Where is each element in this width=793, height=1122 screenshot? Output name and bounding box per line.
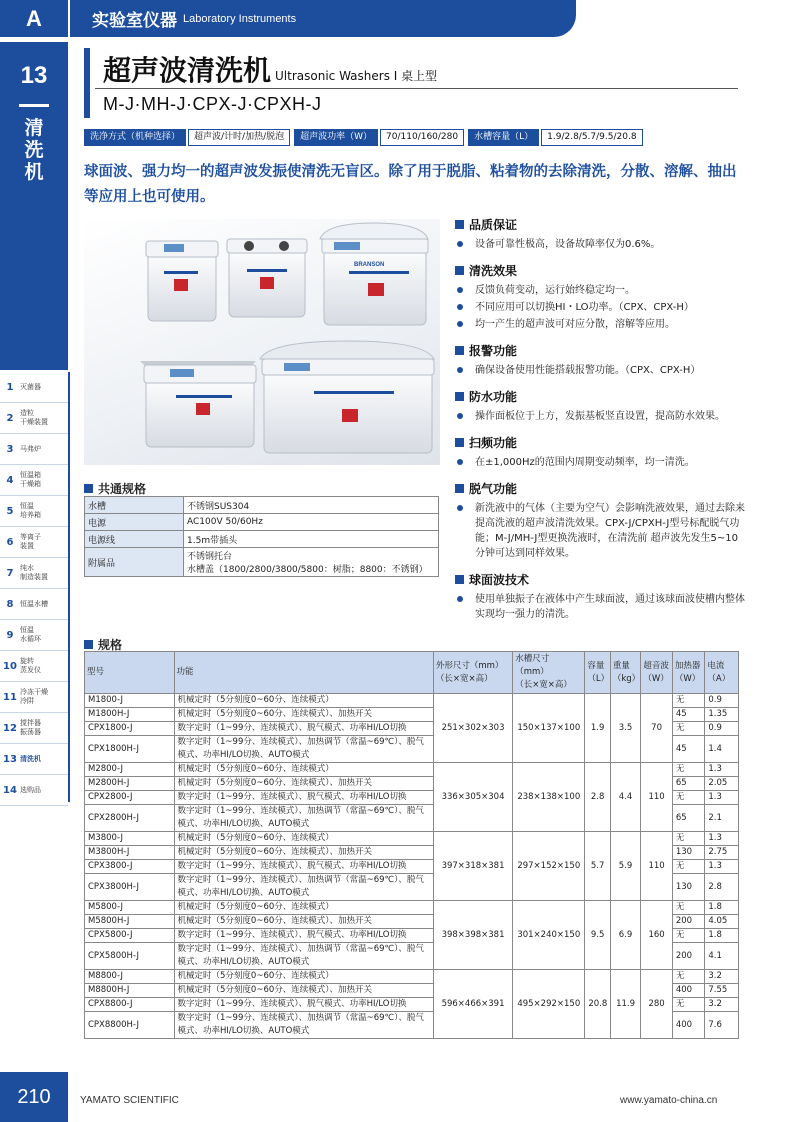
heater-cell: 200 <box>672 915 705 929</box>
heater-cell: 无 <box>672 970 705 984</box>
page-title <box>103 49 437 89</box>
brand-label: BRANSON <box>354 262 385 268</box>
feature-list <box>455 216 745 624</box>
spec-header-cell: 型号 <box>85 652 175 694</box>
sidebar-item-label: 旋转 蒸发仪 <box>20 657 41 674</box>
sidebar-item-label: 恒温箱 干燥箱 <box>20 471 41 488</box>
header-title-en: Laboratory Instruments <box>183 12 297 25</box>
current-cell: 1.3 <box>705 791 739 805</box>
function-cell: 数字定时（1~99分、连续模式）、加热调节（常温~69℃）、脱气模式、功率HI/LO切换、AUTO模式 <box>174 943 433 970</box>
heater-cell: 65 <box>672 805 705 832</box>
product-photo <box>84 219 440 465</box>
heading-square <box>455 346 464 355</box>
sidebar-rule <box>68 372 70 802</box>
feature-text: 均一产生的超声波可对应分散，溶解等应用。 <box>475 319 675 330</box>
weight-cell: 3.5 <box>610 694 641 763</box>
sidebar-item-number: 5 <box>6 505 14 517</box>
ultrasonic-cell: 280 <box>641 970 673 1039</box>
feature-text: 设备可靠性极高，设备故障率仅为0.6%。 <box>475 239 661 250</box>
sidebar-item-11[interactable] <box>0 682 68 713</box>
spec-table <box>84 651 739 1039</box>
feature-title: 报警功能 <box>469 344 518 358</box>
feature-text: 新洗液中的气体（主要为空气）会影响洗液效果，通过去除来提高洗液的超声波清洗效果。CPX-J/CPXH-J型号标配脱气功能；M-J/MH-J型更换洗液时，在清洗前 超声波先发生5~10分钟可达到同样效果。 <box>475 503 745 559</box>
sidebar-item-7[interactable] <box>0 558 68 589</box>
table-row <box>85 970 739 984</box>
current-cell: 1.8 <box>705 901 739 915</box>
ultrasonic-cell: 110 <box>641 832 673 901</box>
function-cell: 数字定时（1~99分、连续模式）、脱气模式、功率HI/LO切换 <box>174 929 433 943</box>
table-row <box>85 763 739 777</box>
heater-cell: 400 <box>672 1012 705 1039</box>
feature-heading <box>455 388 745 405</box>
sidebar-item-label: 选购品 <box>20 785 41 794</box>
tank-size-cell: 495×292×150 <box>513 970 585 1039</box>
chapter-nav <box>0 372 68 806</box>
spec-header-cell: 加热器 （W） <box>672 652 705 694</box>
sidebar-item-5[interactable] <box>0 496 68 527</box>
washer-unit-8800 <box>260 341 434 453</box>
washers-illustration <box>84 219 440 465</box>
sidebar-item-number: 8 <box>6 598 14 610</box>
title-accent <box>84 48 90 118</box>
sidebar-item-number: 10 <box>3 660 17 672</box>
function-cell: 数字定时（1~99分、连续模式）、脱气模式、功率HI/LO切换 <box>174 860 433 874</box>
function-cell: 机械定时（5分刻度0~60分、连续模式）、加热开关 <box>174 846 433 860</box>
sidebar-item-label: 马弗炉 <box>20 444 41 453</box>
current-cell: 1.3 <box>705 763 739 777</box>
model-cell: CPX3800-J <box>85 860 175 874</box>
heater-cell: 无 <box>672 929 705 943</box>
feature-item <box>455 363 745 378</box>
capacity-cell: 20.8 <box>585 970 610 1039</box>
feature-item <box>455 592 745 622</box>
feature-title: 品质保证 <box>469 218 518 232</box>
chapter-number: 13 <box>20 62 48 89</box>
current-cell: 1.35 <box>705 708 739 722</box>
capacity-cell: 1.9 <box>585 694 610 763</box>
sidebar-item-label: 等离子 装置 <box>20 533 41 550</box>
page-number: 210 <box>0 1072 68 1122</box>
feature-item <box>455 300 745 315</box>
heading-square <box>455 575 464 584</box>
current-cell: 4.1 <box>705 943 739 970</box>
bullet-icon <box>457 367 463 373</box>
common-spec-key: 电源 <box>85 514 184 531</box>
model-cell: M8800H-J <box>85 984 175 998</box>
capacity-cell: 2.8 <box>585 763 610 832</box>
spec-header-cell: 外形尺寸（mm） （长×宽×高） <box>433 652 512 694</box>
common-specs-table <box>84 496 439 577</box>
current-cell: 2.75 <box>705 846 739 860</box>
feature-heading <box>455 434 745 451</box>
tank-size-cell: 297×152×150 <box>513 832 585 901</box>
function-cell: 数字定时（1~99分、连续模式）、加热调节（常温~69℃）、脱气模式、功率HI/LO切换、AUTO模式 <box>174 736 433 763</box>
feature-title: 脱气功能 <box>469 482 518 496</box>
heading-square <box>455 484 464 493</box>
sidebar-item-3[interactable] <box>0 434 68 465</box>
washer-unit-5800 <box>140 361 256 447</box>
heading-square <box>84 640 93 649</box>
heater-cell: 无 <box>672 763 705 777</box>
model-cell: M1800-J <box>85 694 175 708</box>
feature-text: 使用单独振子在液体中产生球面波，通过该球面波使槽内整体实现均一强力的清洗。 <box>475 594 745 620</box>
heading-square <box>455 438 464 447</box>
sidebar-item-number: 14 <box>3 784 17 796</box>
common-spec-row <box>85 514 439 531</box>
function-cell: 数字定时（1~99分、连续模式）、加热调节（常温~69℃）、脱气模式、功率HI/LO切换、AUTO模式 <box>174 874 433 901</box>
model-cell: CPX8800-J <box>85 998 175 1012</box>
footer-url[interactable]: www.yamato-china.cn <box>620 1095 718 1106</box>
model-cell: M2800H-J <box>85 777 175 791</box>
heater-cell: 无 <box>672 791 705 805</box>
model-cell: M3800H-J <box>85 846 175 860</box>
model-cell: M5800H-J <box>85 915 175 929</box>
sidebar-item-4[interactable] <box>0 465 68 496</box>
sidebar-item-2[interactable] <box>0 403 68 434</box>
heater-cell: 无 <box>672 901 705 915</box>
function-cell: 机械定时（5分刻度0~60分、连续模式） <box>174 763 433 777</box>
sidebar-item-number: 7 <box>6 567 14 579</box>
current-cell: 3.2 <box>705 970 739 984</box>
bullet-icon <box>457 459 463 465</box>
feature-item <box>455 317 745 332</box>
title-main: 超声波清洗机 <box>103 54 272 87</box>
common-spec-value: 不锈钢SUS304 <box>184 497 439 514</box>
model-cell: CPX2800H-J <box>85 805 175 832</box>
common-specs-heading <box>84 480 146 497</box>
feature-title: 清洗效果 <box>469 264 518 278</box>
function-cell: 机械定时（5分刻度0~60分、连续模式） <box>174 970 433 984</box>
function-cell: 机械定时（5分刻度0~60分、连续模式） <box>174 901 433 915</box>
sidebar-item-6[interactable] <box>0 527 68 558</box>
sidebar-item-label: 恒温水槽 <box>20 599 48 608</box>
feature-item <box>455 455 745 470</box>
section-letter: A <box>0 0 68 37</box>
sidebar-item-number: 2 <box>6 412 14 424</box>
feature-item <box>455 237 745 252</box>
current-cell: 2.05 <box>705 777 739 791</box>
model-list: M-J·MH-J·CPX-J·CPXH-J <box>103 94 322 114</box>
feature-text: 反馈负荷变动，运行始终稳定均一。 <box>475 285 635 296</box>
function-cell: 数字定时（1~99分、连续模式）、加热调节（常温~69℃）、脱气模式、功率HI/LO切换、AUTO模式 <box>174 1012 433 1039</box>
sidebar-item-number: 6 <box>6 536 14 548</box>
tank-size-cell: 150×137×100 <box>513 694 585 763</box>
dimensions-cell: 336×305×304 <box>433 763 512 832</box>
sidebar-item-number: 1 <box>6 381 14 393</box>
sidebar-item-1[interactable] <box>0 372 68 403</box>
heading-square <box>84 484 93 493</box>
model-cell: M1800H-J <box>85 708 175 722</box>
current-cell: 1.3 <box>705 832 739 846</box>
feature-item <box>455 283 745 298</box>
sidebar-item-number: 12 <box>3 722 17 734</box>
function-cell: 机械定时（5分刻度0~60分、连续模式） <box>174 694 433 708</box>
feature-item <box>455 501 745 561</box>
weight-cell: 5.9 <box>610 832 641 901</box>
model-cell: M5800-J <box>85 901 175 915</box>
feature-text: 不同应用可以切换HI・LO功率。（CPX、CPX-H） <box>475 302 694 313</box>
current-cell: 1.3 <box>705 860 739 874</box>
current-cell: 4.05 <box>705 915 739 929</box>
model-cell: M8800-J <box>85 970 175 984</box>
heater-cell: 45 <box>672 708 705 722</box>
feature-heading <box>455 216 745 233</box>
heater-cell: 无 <box>672 998 705 1012</box>
spec-chip-value: 1.9/2.8/5.7/9.5/20.8 <box>541 129 642 146</box>
common-spec-key: 水槽 <box>85 497 184 514</box>
dimensions-cell: 397×318×381 <box>433 832 512 901</box>
bullet-icon <box>457 321 463 327</box>
feature-title: 扫频功能 <box>469 436 518 450</box>
current-cell: 2.1 <box>705 805 739 832</box>
current-cell: 0.9 <box>705 694 739 708</box>
bullet-icon <box>457 413 463 419</box>
title-sub: Ultrasonic Washers Ⅰ 桌上型 <box>275 69 438 83</box>
ultrasonic-cell: 160 <box>641 901 673 970</box>
function-cell: 机械定时（5分刻度0~60分、连续模式）、加热开关 <box>174 915 433 929</box>
chapter-divider <box>19 104 49 107</box>
model-cell: CPX8800H-J <box>85 1012 175 1039</box>
common-specs-title: 共通规格 <box>98 482 147 496</box>
ultrasonic-cell: 70 <box>641 694 673 763</box>
sidebar-item-8[interactable] <box>0 589 68 620</box>
function-cell: 数字定时（1~99分、连续模式）、脱气模式、功率HI/LO切换 <box>174 791 433 805</box>
bullet-icon <box>457 505 463 511</box>
sidebar-item-14[interactable] <box>0 775 68 806</box>
feature-text: 确保设备使用性能搭载报警功能。（CPX、CPX-H） <box>475 365 701 376</box>
table-row <box>85 901 739 915</box>
feature-title: 球面波技术 <box>469 573 530 587</box>
weight-cell: 6.9 <box>610 901 641 970</box>
spec-chips <box>84 129 647 146</box>
heading-square <box>455 266 464 275</box>
common-spec-value: 1.5m带插头 <box>184 531 439 548</box>
spec-header-cell: 功能 <box>174 652 433 694</box>
tank-size-cell: 301×240×150 <box>513 901 585 970</box>
sidebar-item-label: 清洗机 <box>20 754 41 763</box>
heater-cell: 200 <box>672 943 705 970</box>
chapter-title: 清 洗 机 <box>24 117 44 183</box>
sidebar-item-label: 恒温 水循环 <box>20 626 41 643</box>
current-cell: 1.4 <box>705 736 739 763</box>
header-bar <box>70 0 576 37</box>
sidebar-item-number: 13 <box>3 753 17 765</box>
current-cell: 0.9 <box>705 722 739 736</box>
heater-cell: 无 <box>672 722 705 736</box>
sidebar-item-12[interactable] <box>0 713 68 744</box>
common-spec-key: 电源线 <box>85 531 184 548</box>
model-cell: M3800-J <box>85 832 175 846</box>
function-cell: 机械定时（5分刻度0~60分、连续模式）、加热开关 <box>174 984 433 998</box>
spec-chip-key: 洗净方式（机种选择） <box>84 129 186 146</box>
current-cell: 3.2 <box>705 998 739 1012</box>
function-cell: 数字定时（1~99分、连续模式）、加热调节（常温~69℃）、脱气模式、功率HI/LO切换、AUTO模式 <box>174 805 433 832</box>
feature-heading <box>455 262 745 279</box>
spec-chip-value: 70/110/160/280 <box>380 129 464 146</box>
sidebar-item-number: 3 <box>6 443 14 455</box>
heater-cell: 65 <box>672 777 705 791</box>
function-cell: 机械定时（5分刻度0~60分、连续模式）、加热开关 <box>174 777 433 791</box>
heater-cell: 无 <box>672 860 705 874</box>
sidebar-item-number: 9 <box>6 629 14 641</box>
function-cell: 数字定时（1~99分、连续模式）、脱气模式、功率HI/LO切换 <box>174 722 433 736</box>
current-cell: 7.6 <box>705 1012 739 1039</box>
tank-size-cell: 238×138×100 <box>513 763 585 832</box>
washer-unit-3800 <box>320 223 428 325</box>
feature-heading <box>455 480 745 497</box>
sidebar-item-9[interactable] <box>0 620 68 651</box>
sidebar-item-label: 恒温 培养箱 <box>20 502 41 519</box>
common-spec-value: AC100V 50/60Hz <box>184 514 439 531</box>
bullet-icon <box>457 304 463 310</box>
header-title-cn: 实验室仪器 <box>92 11 177 31</box>
spec-header-cell: 电流 （A） <box>705 652 739 694</box>
model-cell: M2800-J <box>85 763 175 777</box>
chapter-tab <box>0 42 68 370</box>
table-row <box>85 694 739 708</box>
function-cell: 数字定时（1~99分、连续模式）、脱气模式、功率HI/LO切换 <box>174 998 433 1012</box>
feature-text: 在±1,000Hz的范围内周期变动频率，均一清洗。 <box>475 457 695 468</box>
weight-cell: 4.4 <box>610 763 641 832</box>
dimensions-cell: 251×302×303 <box>433 694 512 763</box>
table-row <box>85 832 739 846</box>
spec-header-cell: 水槽尺寸（mm） （长×宽×高） <box>513 652 585 694</box>
bullet-icon <box>457 596 463 602</box>
feature-text: 操作面板位于上方，发振基板竖直设置，提高防水效果。 <box>475 411 725 422</box>
capacity-cell: 9.5 <box>585 901 610 970</box>
model-cell: CPX5800H-J <box>85 943 175 970</box>
spec-chip-key: 水槽容量（L） <box>468 129 539 146</box>
ultrasonic-cell: 110 <box>641 763 673 832</box>
feature-heading <box>455 571 745 588</box>
model-cell: CPX1800H-J <box>85 736 175 763</box>
heater-cell: 400 <box>672 984 705 998</box>
product-description: 球面波、强力均一的超声波发振使清洗无盲区。除了用于脱脂、粘着物的去除清洗，分散、溶解、抽出等应用上也可使用。 <box>84 164 737 205</box>
feature-heading <box>455 342 745 359</box>
heater-cell: 无 <box>672 694 705 708</box>
model-cell: CPX1800-J <box>85 722 175 736</box>
feature-item <box>455 409 745 424</box>
common-spec-value: 不锈钢托台 水槽盖（1800/2800/3800/5800：树脂；8800：不锈钢） <box>184 548 439 577</box>
model-cell: CPX3800H-J <box>85 874 175 901</box>
common-spec-row <box>85 548 439 577</box>
common-spec-row <box>85 497 439 514</box>
spec-chip-key: 超声波功率（W） <box>294 129 378 146</box>
sidebar-item-10[interactable] <box>0 651 68 682</box>
sidebar-item-label: 造粒 干燥装置 <box>20 409 48 426</box>
heading-square <box>455 220 464 229</box>
dimensions-cell: 398×398×381 <box>433 901 512 970</box>
common-spec-row <box>85 531 439 548</box>
heater-cell: 130 <box>672 846 705 860</box>
bullet-icon <box>457 287 463 293</box>
sidebar-item-label: 纯水 制造装置 <box>20 564 48 581</box>
footer-brand: YAMATO SCIENTIFIC <box>80 1095 179 1106</box>
model-cell: CPX2800-J <box>85 791 175 805</box>
sidebar-item-label: 搅拌器 振荡器 <box>20 719 41 736</box>
spec-header-cell: 容量 （L） <box>585 652 610 694</box>
heater-cell: 130 <box>672 874 705 901</box>
spec-chip-value: 超声波/计时/加热/脱泡 <box>188 129 290 146</box>
sidebar-item-13[interactable] <box>0 744 68 775</box>
common-spec-key: 附属品 <box>85 548 184 577</box>
function-cell: 机械定时（5分刻度0~60分、连续模式）、加热开关 <box>174 708 433 722</box>
sidebar-item-number: 4 <box>6 474 14 486</box>
spec-header-cell: 超音波 （W） <box>641 652 673 694</box>
dimensions-cell: 596×466×391 <box>433 970 512 1039</box>
model-cell: CPX5800-J <box>85 929 175 943</box>
function-cell: 机械定时（5分刻度0~60分、连续模式） <box>174 832 433 846</box>
heading-square <box>455 392 464 401</box>
washer-unit-1800 <box>146 241 218 321</box>
spec-header-cell: 重量 （kg） <box>610 652 641 694</box>
sidebar-item-number: 11 <box>3 691 17 703</box>
current-cell: 7.55 <box>705 984 739 998</box>
capacity-cell: 5.7 <box>585 832 610 901</box>
washer-unit-2800 <box>227 239 307 317</box>
spec-table-title: 规格 <box>98 638 123 652</box>
sidebar-item-label: 灭菌器 <box>20 382 41 391</box>
weight-cell: 11.9 <box>610 970 641 1039</box>
feature-title: 防水功能 <box>469 390 518 404</box>
current-cell: 2.8 <box>705 874 739 901</box>
title-divider <box>95 88 738 89</box>
heater-cell: 45 <box>672 736 705 763</box>
current-cell: 1.8 <box>705 929 739 943</box>
bullet-icon <box>457 241 463 247</box>
sidebar-item-label: 冷冻干燥 冷阱 <box>20 688 48 705</box>
heater-cell: 无 <box>672 832 705 846</box>
